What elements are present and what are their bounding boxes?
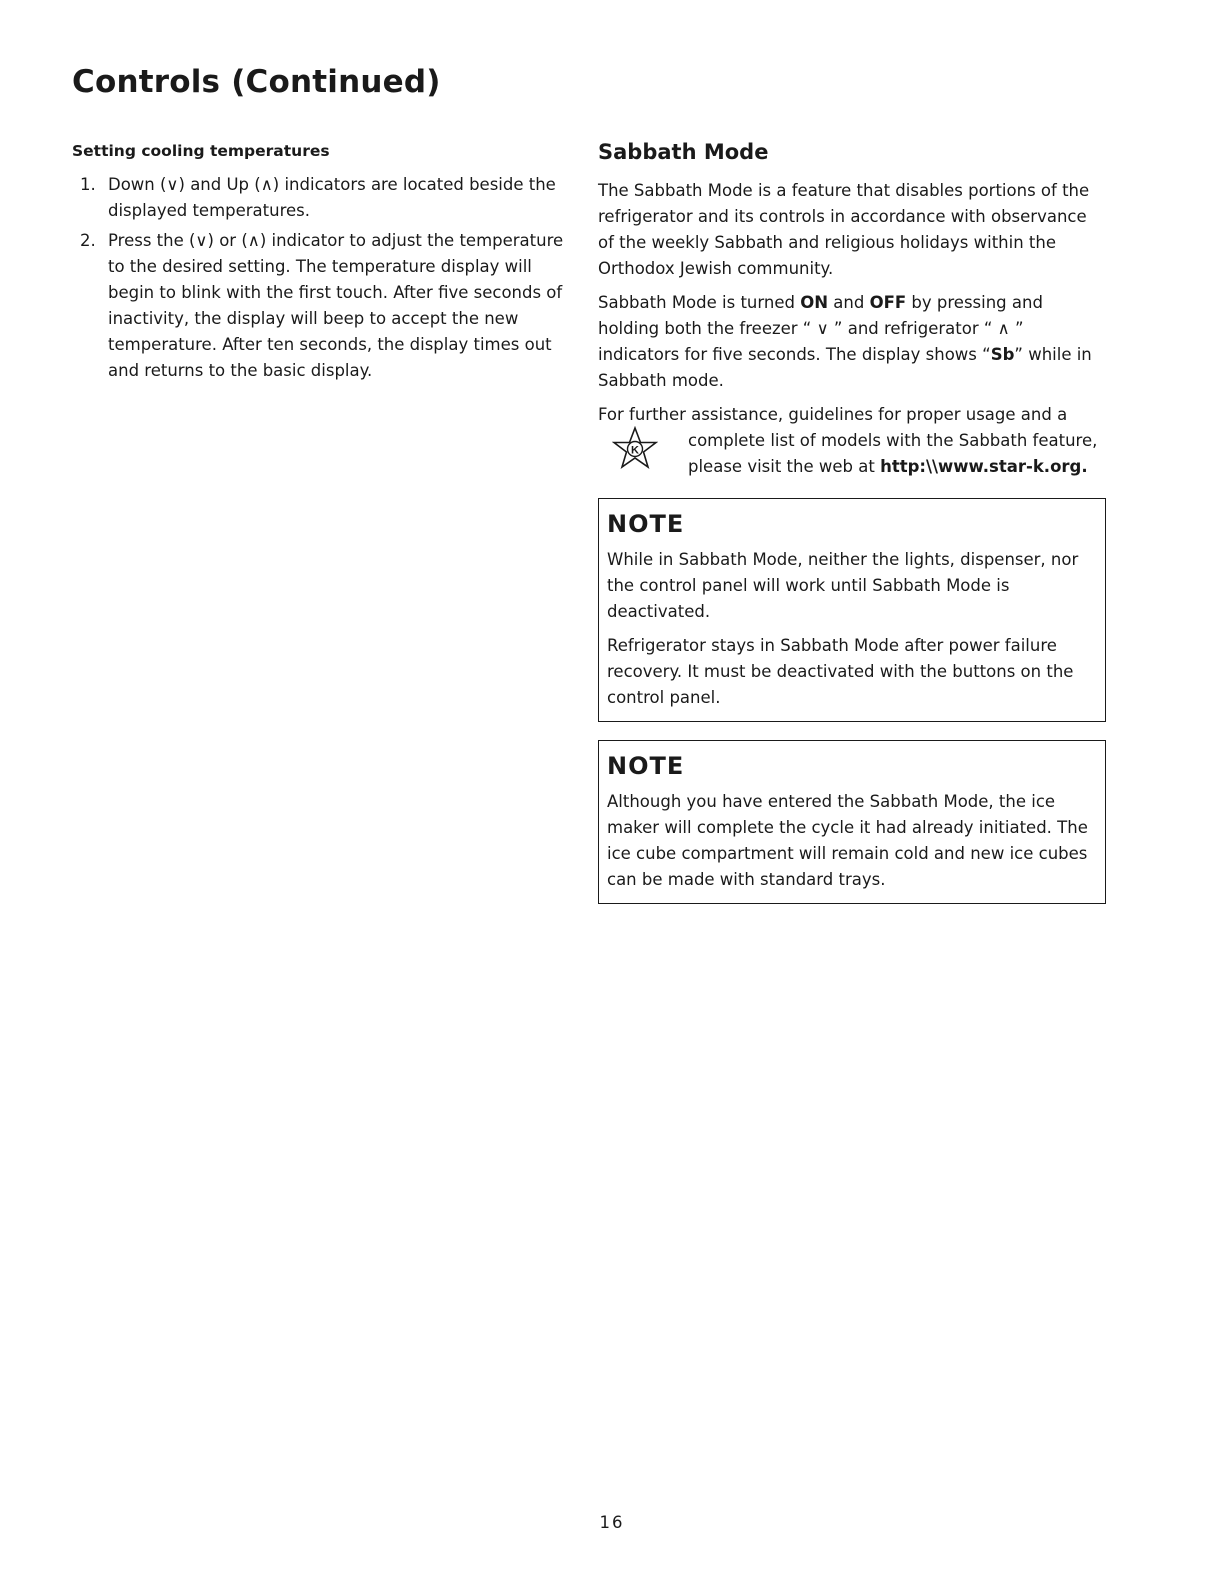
note-title: NOTE — [607, 752, 685, 780]
activation-text: ” while in Sabbath mode. — [598, 345, 1092, 390]
note-paragraph: While in Sabbath Mode, neither the lights, dispenser, nor the control panel will work until Sabbath Mode is deactivated. — [607, 550, 1079, 621]
cooling-steps-list — [72, 172, 580, 384]
sabbath-section — [598, 136, 1106, 904]
step-text: Press the (∨) or (∧) indicator to adjust the temperature to the desired setting. The temperature display will begin to blink with the first touch. After five seconds of inactivity, the display will beep to accept the new temperature. After ten seconds, the display times out and returns to the basic display. — [108, 231, 564, 380]
assistance-text: complete list of models with the Sabbath feature, please visit the web at — [688, 431, 1098, 476]
cooling-section — [72, 140, 580, 388]
note-title: NOTE — [607, 510, 685, 538]
star-k-link[interactable]: http:\\www.star-k.org. — [880, 457, 1088, 476]
star-k-info — [598, 428, 1106, 480]
list-item — [72, 172, 580, 224]
step-number: 1. — [80, 175, 96, 194]
star-k-icon — [612, 426, 658, 470]
note-paragraph: Although you have entered the Sabbath Mode, the ice maker will complete the cycle it had already initiated. The ice cube compartment will remain cold and new ice cubes can be made with standard trays. — [607, 792, 1088, 889]
step-number: 2. — [80, 231, 96, 250]
sabbath-activation-paragraph — [598, 290, 1106, 394]
assistance-line: For further assistance, guidelines for proper usage and a — [598, 405, 1068, 424]
svg-text:K: K — [631, 444, 639, 457]
activation-text: and — [828, 293, 870, 312]
note-paragraph: Refrigerator stays in Sabbath Mode after power failure recovery. It must be deactivated with the buttons on the control panel. — [607, 636, 1074, 707]
sb-label: Sb — [990, 345, 1015, 364]
step-text: Down (∨) and Up (∧) indicators are located beside the displayed temperatures. — [108, 175, 556, 220]
page-number: 16 — [599, 1513, 625, 1532]
activation-text: Sabbath Mode is turned — [598, 293, 801, 312]
note-box — [598, 498, 1106, 722]
off-label: OFF — [869, 293, 907, 312]
sabbath-heading: Sabbath Mode — [598, 140, 769, 164]
page-title: Controls (Continued) — [72, 64, 441, 100]
cooling-heading: Setting cooling temperatures — [72, 142, 330, 160]
list-item — [72, 228, 580, 384]
note-box — [598, 740, 1106, 904]
sabbath-intro: The Sabbath Mode is a feature that disables portions of the refrigerator and its controls in accordance with observance of the weekly Sabbath and religious holidays within the Orthodox Jewish community. — [598, 181, 1090, 278]
activation-text: by pressing and holding both the freezer “ ∨ ” and refrigerator “ ∧ ” indicators for five seconds. The display shows “ — [598, 293, 1043, 364]
on-label: ON — [800, 293, 829, 312]
